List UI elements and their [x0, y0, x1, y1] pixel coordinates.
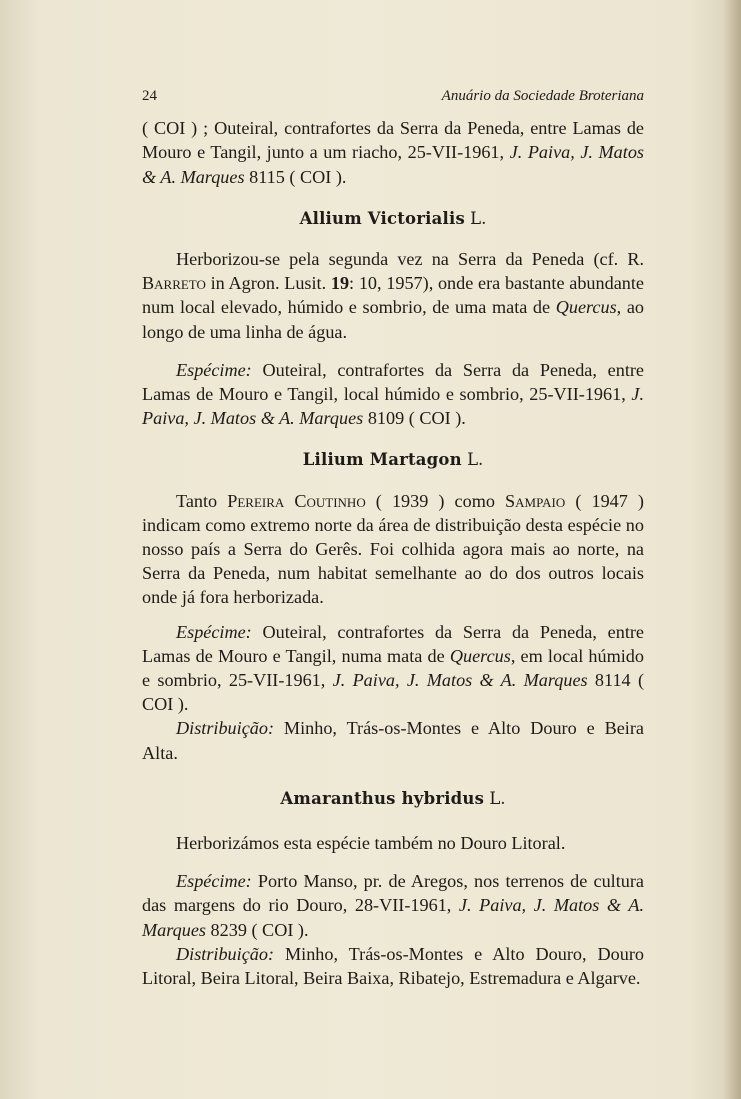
page-content: [142, 84, 644, 990]
author-name: Barreto: [142, 273, 206, 294]
amaranthus-distribution: [142, 942, 644, 990]
text-run: Porto Manso, pr. de Aregos, nos terrenos de cultura das margens do rio Douro, 28-VII-1961,: [142, 871, 644, 916]
text-run: Minho, Trás-os-Montes e Alto Douro, Douro Litoral, Beira Litoral, Beira Baixa, Ribatejo, Estremadura e Algarve.: [142, 943, 644, 989]
page-edge-shadow: [723, 0, 741, 1099]
collectors: J. Paiva, J. Matos & A. Marques: [142, 895, 644, 940]
allium-specimen: [142, 358, 644, 431]
page-number: 24: [142, 88, 157, 104]
collectors: J. Paiva, J. Matos & A. Marques: [142, 384, 644, 429]
author-name: Pereira Coutinho: [227, 490, 366, 511]
specimen-label: Espécime:: [176, 359, 252, 380]
text-run: ( COI ) ; Outeiral, contrafortes da Serra da Peneda, entre Lamas de Mouro e Tangil, junto a um riacho, 25-VII-1961,: [142, 118, 644, 163]
amaranthus-paragraph: Herborizámos esta espécie também no Douro Litoral.: [176, 833, 566, 854]
text-run: 8114 ( COI ).: [142, 670, 644, 715]
genus-name: Quercus: [449, 645, 511, 666]
text-run: 8109 ( COI ).: [363, 408, 466, 429]
lilium-paragraph: [142, 489, 644, 610]
text-run: in Agron. Lusit.: [205, 273, 331, 294]
species-heading-allium: [142, 207, 644, 231]
running-head: [142, 84, 644, 108]
species-heading-lilium: [142, 448, 644, 472]
species-author: L.: [461, 450, 484, 470]
species-heading-amaranthus: [142, 787, 644, 811]
genus-name: Quercus: [555, 297, 617, 318]
text-run: Outeiral, contrafortes da Serra da Peneda, entre Lamas de Mouro e Tangil, local húmido e sombrio, 25-VII-1961,: [142, 359, 644, 405]
text-run: , ao longo de uma linha de água.: [142, 297, 644, 342]
collectors: J. Paiva, J. Matos & A. Marques: [142, 142, 644, 187]
journal-title: Anuário da Sociedade Broteriana: [441, 88, 644, 104]
text-run: : 10, 1957), onde era bastante abundante num local elevado, húmido e sombrio, de uma mata de: [142, 273, 644, 318]
allium-paragraph: [142, 247, 644, 344]
distribution-label: Distribuição:: [176, 943, 275, 964]
species-name: Allium Victorialis: [299, 208, 465, 228]
text-run: ( 1939 ) como: [365, 490, 506, 511]
text-run: 8239 ( COI ).: [205, 919, 309, 940]
volume-number: 19: [330, 273, 350, 294]
amaranthus-specimen: [142, 869, 644, 942]
species-author: L.: [484, 788, 506, 808]
text-run: 8115 ( COI ).: [244, 166, 347, 187]
text-run: , em local húmido e sombrio, 25-VII-1961,: [142, 645, 644, 691]
text-run: Herborizou-se pela segunda vez na Serra da Peneda (cf. R.: [176, 249, 644, 270]
species-author: L.: [464, 208, 487, 228]
species-name: Amaranthus hybridus: [280, 788, 485, 808]
lilium-specimen: [142, 620, 644, 717]
text-run: ( 1947 ) indicam como extremo norte da área de distribuição desta espécie no nosso país a Serra do Gerês. Foi colhida agora mais ao norte, na Serra da Peneda, num habitat semelhante ao do dos outros locais onde já fora herborizada.: [142, 490, 644, 608]
species-name: Lilium Martagon: [302, 450, 462, 470]
author-name: Sampaio: [505, 490, 566, 511]
text-run: Tanto: [176, 490, 228, 511]
specimen-label: Espécime:: [176, 871, 252, 892]
continuation-paragraph: [142, 116, 644, 189]
collectors: J. Paiva, J. Matos & A. Marques: [332, 670, 588, 691]
specimen-label: Espécime:: [176, 621, 252, 642]
distribution-label: Distribuição:: [176, 718, 275, 739]
lilium-distribution: [142, 716, 644, 764]
text-run: Outeiral, contrafortes da Serra da Peneda, entre Lamas de Mouro e Tangil, numa mata de: [142, 621, 644, 666]
text-run: Minho, Trás-os-Montes e Alto Douro e Beira Alta.: [142, 718, 644, 763]
